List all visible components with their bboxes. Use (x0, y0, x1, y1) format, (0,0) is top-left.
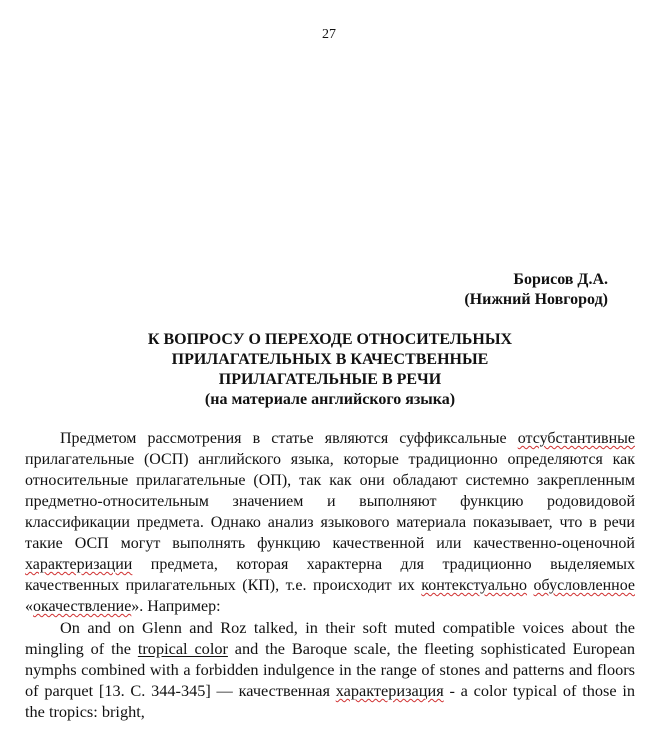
underlined-phrase: tropical color (137, 639, 228, 658)
spellcheck-word: контекстуально (421, 577, 528, 594)
paragraph-intro (25, 428, 635, 617)
text-run: and the Baroque scale, the fleeting sophisticated European nymphs combined with a forbidden indulgence in the range of stones and patterns and floors of parquet [13. С. 344-345] — качественная (25, 639, 636, 700)
title-line-1: К ВОПРОСУ О ПЕРЕХОДЕ ОТНОСИТЕЛЬНЫХ (147, 331, 513, 348)
spellcheck-word: характеризации (25, 556, 133, 573)
author-city: (Нижний Новгород) (464, 291, 608, 308)
article-body (25, 428, 635, 722)
text-run: Предметом рассмотрения в статье являются суффиксальные (60, 430, 518, 447)
title-line-2: ПРИЛАГАТЕЛЬНЫХ В КАЧЕСТВЕННЫЕ (171, 351, 489, 368)
title-line-3: ПРИЛАГАТЕЛЬНЫЕ В РЕЧИ (218, 371, 442, 388)
text-run: « (25, 598, 33, 615)
text-run: On and on Glenn and Roz talked, in their soft muted compatible voices about the mingling of the (25, 618, 635, 658)
title-subtitle: (на материале английского языка) (204, 391, 456, 408)
text-run: ». Например: (131, 598, 221, 615)
author-block (464, 270, 608, 310)
paragraph-example (25, 617, 635, 722)
text-run: прилагательные (ОСП) английского языка, которые традиционно определяются как относительные прилагательные (ОП), так как они обладают системно закрепленным предметно-относительным значением и выполняют функцию родовидовой классификации предмета. Однако анализ языкового материала показывает, что в речи такие ОСП могут выполнять функцию качественной или качественно-оценочной (25, 451, 635, 552)
author-name: Борисов Д.А. (513, 271, 608, 288)
spellcheck-word: характеризация (335, 681, 444, 700)
text-run: предмета, которая характерна для традиционно выделяемых качественных прилагательных (КП), т.е. происходит их (25, 556, 635, 594)
text-run: - a color typical of those in the tropics: bright, (25, 681, 635, 721)
page-number: 27 (322, 27, 336, 42)
spellcheck-word: окачествление (33, 598, 132, 615)
spellcheck-word: обусловленное (533, 577, 635, 594)
article-title (60, 330, 600, 410)
spellcheck-word: отсубстантивные (517, 430, 635, 447)
